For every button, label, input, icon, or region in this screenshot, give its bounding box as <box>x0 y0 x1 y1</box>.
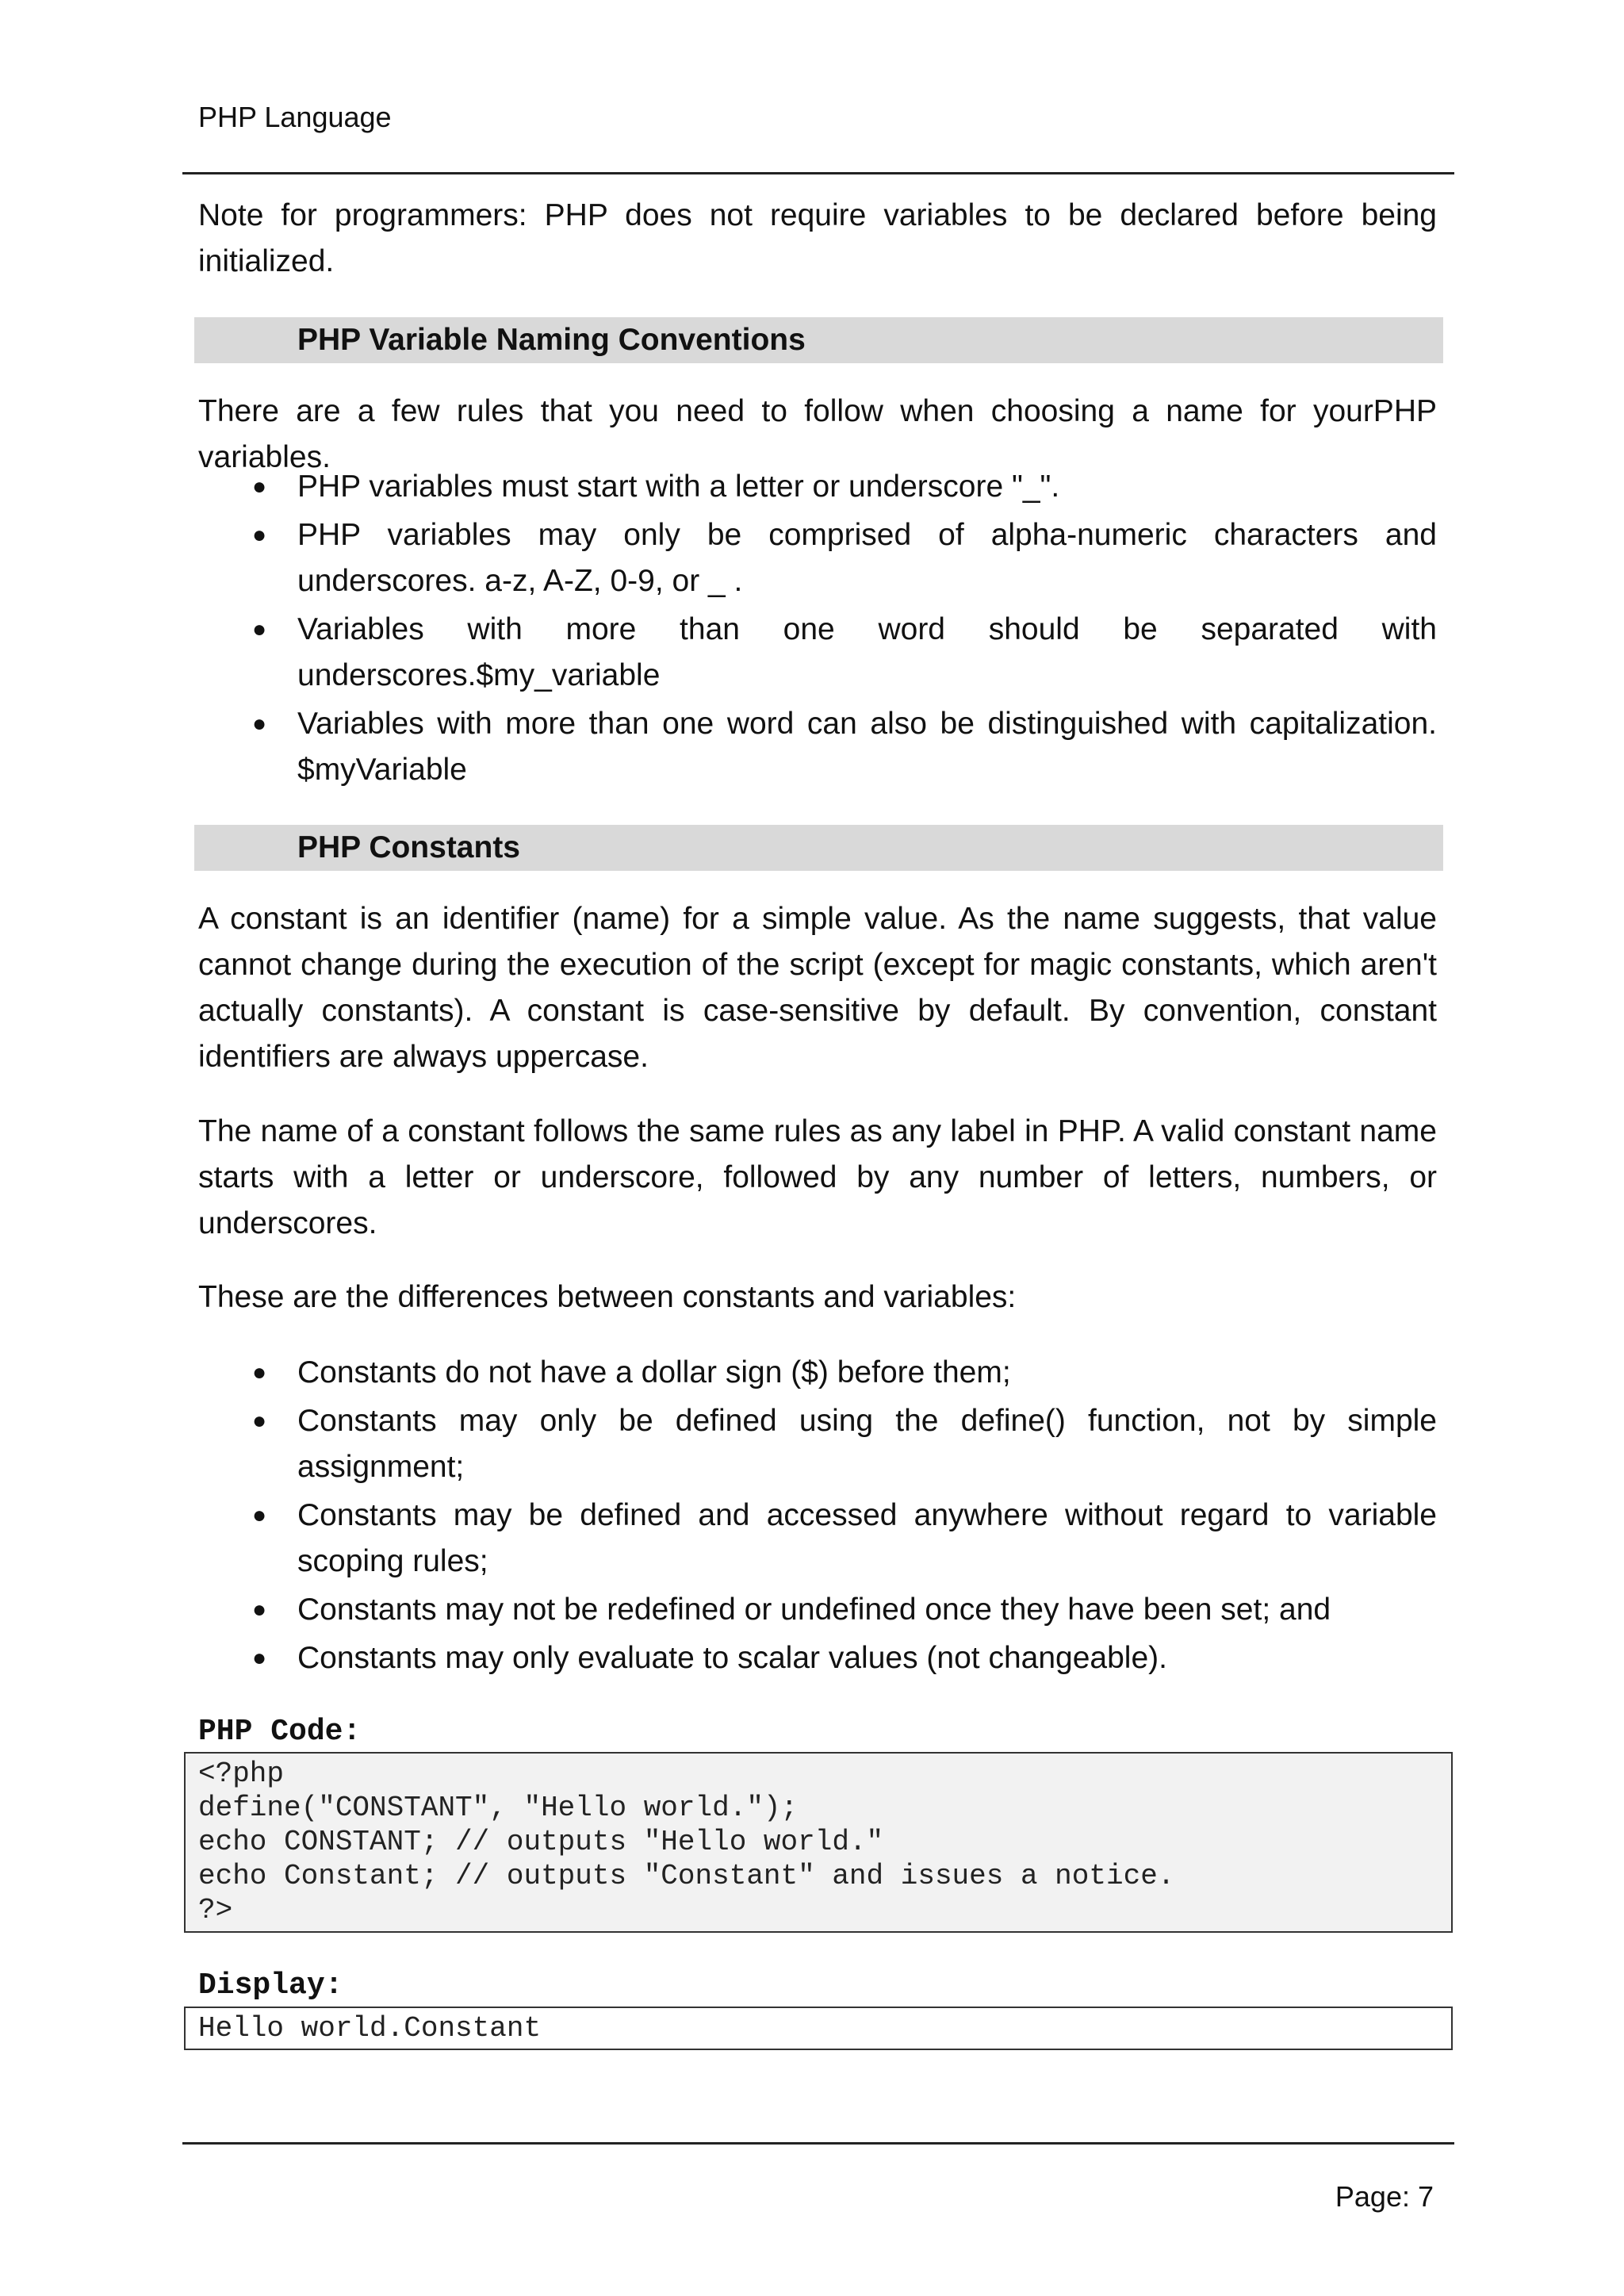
footer-divider <box>182 2142 1454 2145</box>
bullet-icon: ● <box>252 616 267 642</box>
list-item-text: Constants may not be redefined or undefined once they have been set; and <box>297 1593 1331 1627</box>
constants-paragraph-3: These are the differences between constants and variables: <box>198 1280 1017 1314</box>
list-item <box>198 464 1437 510</box>
list-item-text: PHP variables may only be comprised of alpha-numeric characters and underscores. a-z, A-Z, 0-9, or _ . <box>297 518 1437 598</box>
section-heading-constants <box>194 825 1443 871</box>
code-block <box>184 1752 1453 1933</box>
list-item-text: PHP variables must start with a letter or underscore "_". <box>297 470 1060 504</box>
list-item-text: Constants may be defined and accessed anywhere without regard to variable scoping rules; <box>297 1498 1437 1578</box>
code-label: PHP Code: <box>198 1715 362 1749</box>
bullet-icon: ● <box>252 1408 267 1434</box>
bullet-icon: ● <box>252 522 267 548</box>
header-divider <box>182 172 1454 174</box>
differences-list <box>198 1350 1437 1684</box>
naming-rules-list <box>198 464 1437 795</box>
constants-paragraph-1: A constant is an identifier (name) for a simple value. As the name suggests, that value cannot change during the execution of the script (except for magic constants, which aren't actually constants). A constant is case-sensitive by default. By convention, constant identifiers are always uppercase. <box>198 902 1437 1074</box>
list-item-text: Constants may only evaluate to scalar values (not changeable). <box>297 1641 1167 1675</box>
display-output-box <box>184 2007 1453 2050</box>
list-item-text: Variables with more than one word can also be distinguished with capitalization. $myVariable <box>297 707 1437 787</box>
bullet-icon: ● <box>252 711 267 737</box>
list-item-text: Constants do not have a dollar sign ($) before them; <box>297 1355 1011 1389</box>
code-line: echo Constant; // outputs "Constant" and issues a notice. <box>198 1860 1175 1892</box>
list-item <box>198 1493 1437 1585</box>
list-item <box>198 607 1437 699</box>
naming-intro: There are a few rules that you need to follow when choosing a name for yourPHP variables. <box>198 394 1437 474</box>
list-item <box>198 1350 1437 1396</box>
bullet-icon: ● <box>252 473 267 500</box>
bullet-icon: ● <box>252 1502 267 1528</box>
list-item-text: Variables with more than one word should be separated with underscores.$my_variable <box>297 612 1437 692</box>
code-line: define("CONSTANT", "Hello world."); <box>198 1792 799 1824</box>
section-title-constants: PHP Constants <box>297 830 520 864</box>
list-item <box>198 1587 1437 1633</box>
bullet-icon: ● <box>252 1596 267 1623</box>
page-number: Page: 7 <box>1335 2180 1434 2213</box>
section-heading-naming <box>194 317 1443 363</box>
code-line: <?php <box>198 1757 285 1790</box>
list-item <box>198 1398 1437 1490</box>
bullet-icon: ● <box>252 1359 267 1386</box>
list-item <box>198 701 1437 793</box>
code-line: echo CONSTANT; // outputs "Hello world." <box>198 1826 884 1858</box>
list-item <box>198 1635 1437 1681</box>
constants-paragraph-2: The name of a constant follows the same rules as any label in PHP. A valid constant name starts with a letter or underscore, followed by any number of letters, numbers, or underscores. <box>198 1114 1437 1240</box>
list-item-text: Constants may only be defined using the define() function, not by simple assignment; <box>297 1404 1437 1484</box>
display-output: Hello world.Constant <box>198 2012 542 2045</box>
intro-note: Note for programmers: PHP does not require variables to be declared before being initialized. <box>198 198 1437 278</box>
bullet-icon: ● <box>252 1645 267 1671</box>
section-title-naming: PHP Variable Naming Conventions <box>297 323 806 357</box>
list-item <box>198 512 1437 604</box>
display-label: Display: <box>198 1968 343 2003</box>
header-title: PHP Language <box>198 101 392 133</box>
code-line: ?> <box>198 1894 233 1926</box>
